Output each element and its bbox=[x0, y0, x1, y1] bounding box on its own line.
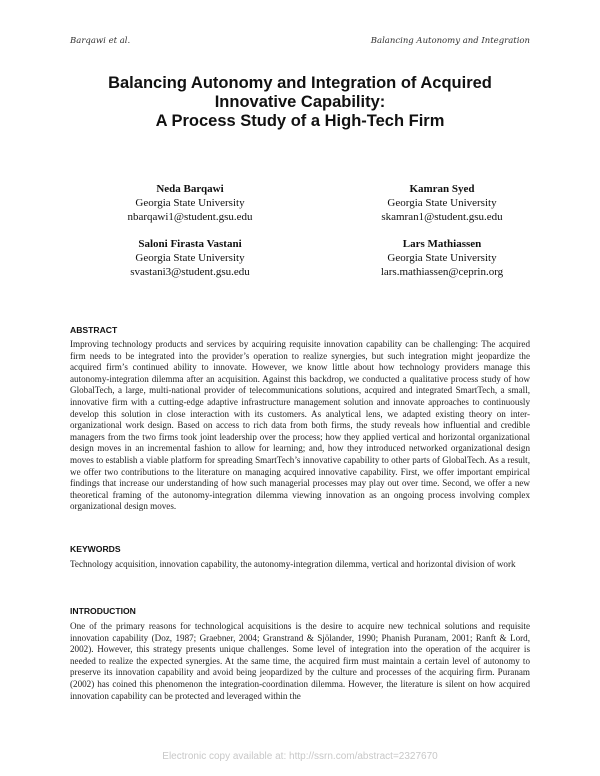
author-name: Kamran Syed bbox=[409, 183, 475, 195]
author-affiliation: Georgia State University bbox=[135, 252, 245, 264]
running-head-authors: Barqawi et al. bbox=[70, 36, 131, 46]
running-head-title: Balancing Autonomy and Integration bbox=[370, 36, 530, 46]
author-affiliation: Georgia State University bbox=[387, 252, 497, 264]
author-name: Saloni Firasta Vastani bbox=[138, 238, 242, 250]
title-line: Innovative Capability: bbox=[214, 93, 386, 111]
keywords-text: Technology acquisition, innovation capability, the autonomy-integration dilemma, vertical and horizontal division of work bbox=[70, 559, 516, 569]
author-affiliation: Georgia State University bbox=[135, 197, 245, 209]
author-email: lars.mathiassen@ceprin.org bbox=[380, 266, 504, 278]
author-mathiassen bbox=[332, 237, 552, 279]
introduction-text: One of the primary reasons for technological acquisitions is the desire to acquire new technical solutions and requisite innovation capability (Doz, 1987; Graebner, 2004; Granstrand & Sjölander, 1990; Phanish Puranam, 2001; Ranft & Lord, 2002). However, this strategy presents unique challenges. Some level of integration into the operation of the acquirer is needed to realize the expected synergies. At the same time, the acquired firm must maintain a certain level of autonomy to preserve its innovation capability and avoid being jeopardized by the culture and processes of the acquiring firm. Puranam (2002) has coined this phenomenon the integration-coordination dilemma. However, the literature is silent on how acquired innovation capability can be protected and leveraged within the bbox=[70, 621, 530, 701]
title-line: A Process Study of a High-Tech Firm bbox=[155, 112, 445, 130]
author-barqawi bbox=[80, 182, 300, 224]
author-name: Neda Barqawi bbox=[156, 183, 224, 195]
keywords-heading: KEYWORDS bbox=[70, 544, 121, 554]
author-email: nbarqawi1@student.gsu.edu bbox=[127, 211, 253, 223]
title-line: Balancing Autonomy and Integration of Acquired bbox=[108, 74, 492, 92]
author-email: skamran1@student.gsu.edu bbox=[381, 211, 503, 223]
paper-title bbox=[60, 74, 540, 131]
abstract-heading: ABSTRACT bbox=[70, 325, 118, 335]
author-vastani bbox=[80, 237, 300, 279]
author-name: Lars Mathiassen bbox=[402, 238, 482, 250]
author-affiliation: Georgia State University bbox=[387, 197, 497, 209]
introduction-heading: INTRODUCTION bbox=[70, 606, 136, 616]
abstract-text: Improving technology products and services by acquiring requisite innovation capability can be challenging: The acquired firm needs to be integrated into the provider’s operation to realize synergies, but such integration might jeopardize the acquired firm’s continued ability to innovate. However, we know little about how technology providers manage this autonomy-integration dilemma after an acquisition. Against this backdrop, we conducted a qualitative process study of how GlobalTech, a large, multi-national provider of telecommunications solutions, acquired and integrated SmartTech, a small, innovative firm with a cutting-edge adaptive infrastructure management solution and innovate approaches to continuously develop this solution in close interaction with its customers. As analytical lens, we adapted existing theory on inter-organizational work design. Based on access to rich data from both firms, the study reveals how influential and credible managers from the two firms took joint leadership over the process; how they applied vertical and horizontal organizational design moves in an incremental fashion to allow for learning; and, how they introduced networked organizational design moves to establish a viable platform for spreading SmartTech’s innovative capability to other parts of GlobalTech. As a result, we offer two contributions to the literature on managing acquired innovative capability. First, we offer important empirical findings that increase our understanding of how such managerial processes may play out over time. Second, we offer a new theoretical framing of the autonomy-integration dilemma viewing innovation as an ongoing process involving complex organizational design moves. bbox=[70, 339, 530, 512]
author-email: svastani3@student.gsu.edu bbox=[130, 266, 250, 278]
ssrn-footer: Electronic copy available at: http://ssrn.com/abstract=2327670 bbox=[162, 751, 438, 762]
author-syed bbox=[332, 182, 552, 224]
